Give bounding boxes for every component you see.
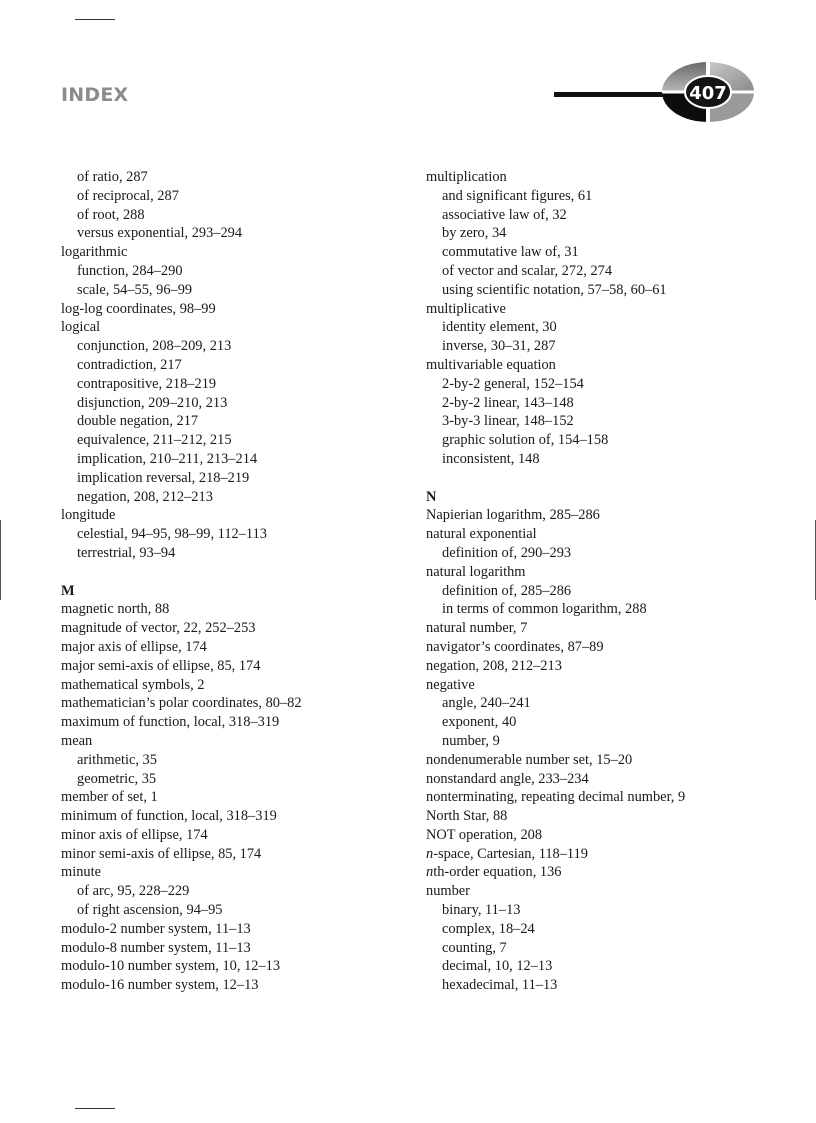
index-entry: natural number, 7 [426,620,528,637]
crop-mark-top [75,19,115,20]
index-entry: member of set, 1 [61,789,158,806]
index-entry: major semi-axis of ellipse, 85, 174 [61,657,261,674]
index-letter-heading: N [426,488,437,505]
index-subentry: double negation, 217 [77,413,199,430]
index-entry: magnitude of vector, 22, 252–253 [61,620,256,637]
index-entry: natural exponential [426,526,537,543]
entry-text: -space, Cartesian, 118–119 [433,845,588,862]
index-entry: minimum of function, local, 318–319 [61,808,277,825]
index-entry: multiplicative [426,300,506,317]
index-subentry: terrestrial, 93–94 [77,544,176,561]
crop-mark-bottom [75,1108,115,1109]
page-number: 407 [689,83,727,104]
index-entry: mathematician’s polar coordinates, 80–82 [61,695,302,712]
index-subentry: decimal, 10, 12–13 [442,958,553,975]
index-subentry: equivalence, 211–212, 215 [77,432,232,449]
crop-mark-left [0,520,1,600]
index-entry: logical [61,319,101,336]
index-entry: multivariable equation [426,356,556,373]
index-subentry: of root, 288 [77,206,145,223]
index-subentry: number, 9 [442,732,500,749]
index-entry: modulo-10 number system, 10, 12–13 [61,958,281,975]
letter-section-gap [61,563,401,582]
index-subentry: definition of, 285–286 [442,582,572,599]
index-subentry: arithmetic, 35 [77,751,157,768]
index-entry: logarithmic [61,244,128,261]
index-entry: nondenumerable number set, 15–20 [426,751,633,768]
index-subentry: identity element, 30 [442,319,557,336]
letter-section-gap [426,469,806,488]
index-subentry: implication reversal, 218–219 [77,469,250,486]
index-subentry: definition of, 290–293 [442,544,572,561]
index-entry: minor axis of ellipse, 174 [61,826,208,843]
index-entry: nonstandard angle, 233–234 [426,770,589,787]
index-entry: mean [61,732,93,749]
index-entry: multiplication [426,169,507,185]
index-subentry: of vector and scalar, 272, 274 [442,262,613,279]
running-header-title: INDEX [61,84,129,106]
index-subentry: associative law of, 32 [442,206,567,223]
index-subentry: implication, 210–211, 213–214 [77,450,258,467]
index-subentry: inconsistent, 148 [442,450,540,467]
index-entry: NOT operation, 208 [426,826,543,843]
index-subentry: negation, 208, 212–213 [77,488,213,505]
index-subentry: disjunction, 209–210, 213 [77,394,228,411]
index-subentry: and significant figures, 61 [442,187,593,204]
index-column-right [426,168,806,995]
index-subentry: of right ascension, 94–95 [77,902,223,919]
index-subentry: inverse, 30–31, 287 [442,338,556,355]
index-subentry: graphic solution of, 154–158 [442,432,609,449]
index-entry: mathematical symbols, 2 [61,676,205,693]
index-entry: modulo-2 number system, 11–13 [61,920,251,937]
index-subentry: contradiction, 217 [77,356,182,373]
index-entry: navigator’s coordinates, 87–89 [426,638,604,655]
index-subentry: using scientific notation, 57–58, 60–61 [442,281,667,298]
index-entry: maximum of function, local, 318–319 [61,714,280,731]
index-subentry: celestial, 94–95, 98–99, 112–113 [77,526,267,543]
index-column-left [61,168,401,995]
index-subentry: counting, 7 [442,939,507,956]
index-entry: number [426,883,470,900]
index-subentry: hexadecimal, 11–13 [442,977,558,994]
index-entry: longitude [61,507,116,524]
italic-prefix: n [426,845,434,862]
index-subentry: of reciprocal, 287 [77,187,179,204]
index-subentry: conjunction, 208–209, 213 [77,338,232,355]
index-subentry: scale, 54–55, 96–99 [77,281,193,298]
entry-text: th-order equation, 136 [433,864,562,881]
index-subentry: by zero, 34 [442,225,507,242]
index-subentry: binary, 11–13 [442,902,521,919]
index-subentry: angle, 240–241 [442,695,531,712]
index-subentry: versus exponential, 293–294 [77,225,243,242]
index-entry: modulo-8 number system, 11–13 [61,939,251,956]
index-subentry: commutative law of, 31 [442,244,579,261]
index-subentry: contrapositive, 218–219 [77,375,217,392]
index-entry: negation, 208, 212–213 [426,657,562,674]
index-subentry: function, 284–290 [77,262,183,279]
index-entry: modulo-16 number system, 12–13 [61,977,259,994]
index-entry [426,845,806,864]
index-letter-heading: M [61,582,75,599]
index-subentry: 3-by-3 linear, 148–152 [442,413,574,430]
index-entry [426,863,806,882]
index-subentry: of ratio, 287 [77,169,148,185]
page-badge-graphic [550,58,760,126]
index-entry: nonterminating, repeating decimal number, 9 [426,789,686,806]
index-subentry: in terms of common logarithm, 288 [442,601,647,618]
index-entry: magnetic north, 88 [61,601,170,618]
index-subentry: 2-by-2 general, 152–154 [442,375,584,392]
index-subentry: exponent, 40 [442,714,517,731]
index-subentry: of arc, 95, 228–229 [77,883,190,900]
index-entry: negative [426,676,475,693]
index-entry: log-log coordinates, 98–99 [61,300,216,317]
index-subentry: geometric, 35 [77,770,157,787]
index-entry: natural logarithm [426,563,526,580]
index-entry: Napierian logarithm, 285–286 [426,507,600,524]
index-subentry: complex, 18–24 [442,920,535,937]
index-entry: major axis of ellipse, 174 [61,638,207,655]
index-entry: minute [61,864,101,881]
index-entry: North Star, 88 [426,808,508,825]
page-number-badge [550,58,760,131]
index-entry: minor semi-axis of ellipse, 85, 174 [61,845,262,862]
index-subentry: 2-by-2 linear, 143–148 [442,394,574,411]
italic-prefix: n [426,864,434,881]
